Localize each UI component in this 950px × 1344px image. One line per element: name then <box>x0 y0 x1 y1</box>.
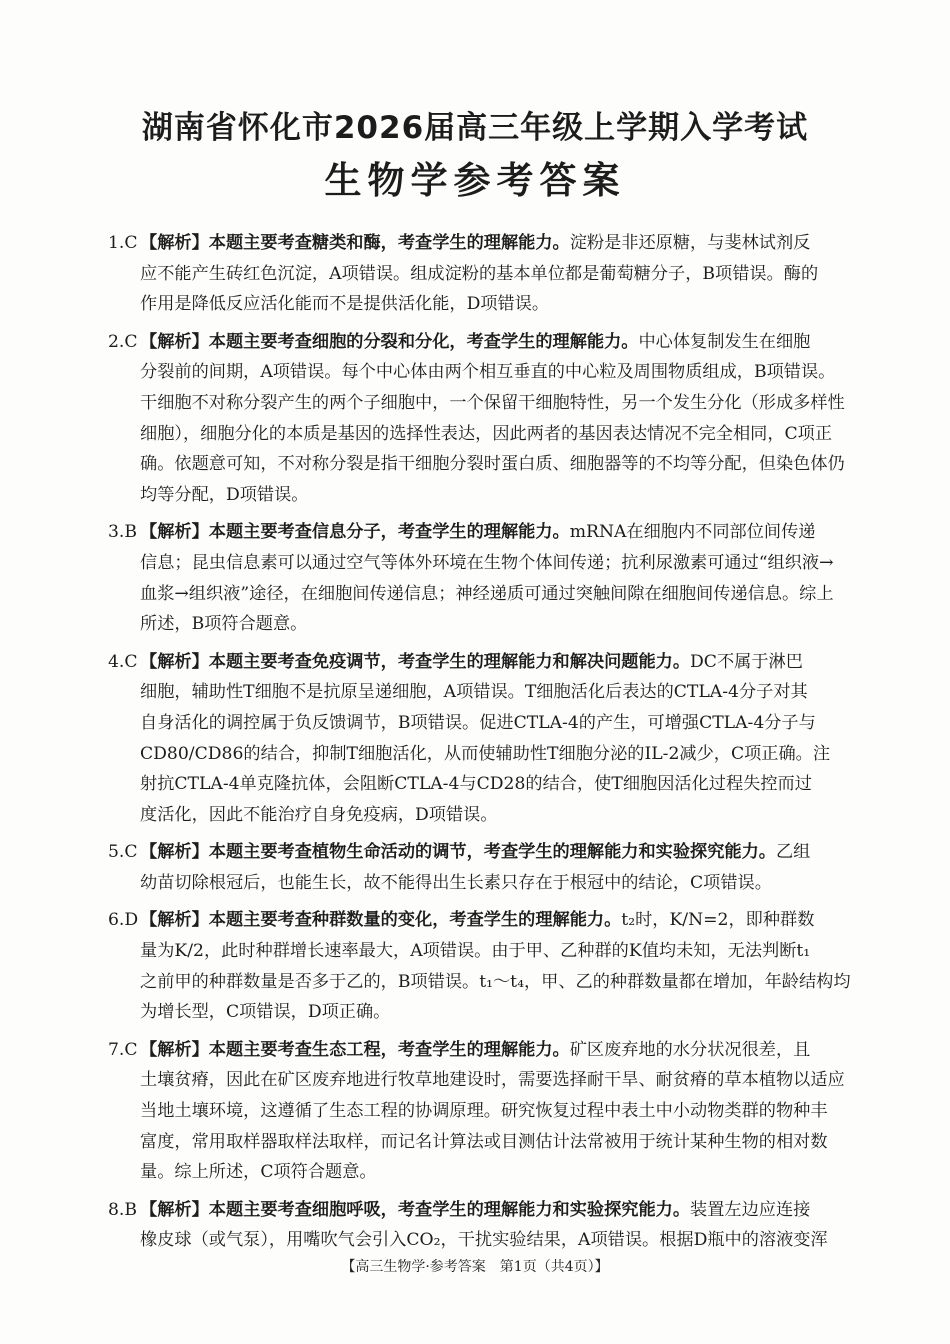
analysis-lead: 本题主要考查免疫调节，考查学生的理解能力和解决问题能力。 <box>208 651 691 672</box>
answer-text: 血浆→组织液”途径，在细胞间传递信息；神经递质可通过突触间隙在细胞间传递信息。综上 <box>140 583 834 604</box>
answer-item <box>108 647 863 831</box>
answer-text: 橡皮球（或气泵），用嘴吹气会引入CO₂，干扰实验结果，A项错误。根据D瓶中的溶液变浑 <box>140 1230 828 1251</box>
answer-text: t₂时，K/N=2，即种群数 <box>621 910 815 931</box>
answer-text: 乙组 <box>775 842 811 863</box>
answer-item <box>108 905 863 1027</box>
answer-text: 应不能产生砖红色沉淀，A项错误。组成淀粉的基本单位都是葡萄糖分子，B项错误。酶的 <box>140 263 819 284</box>
answer-line <box>140 800 863 831</box>
analysis-lead: 本题主要考查种群数量的变化，考查学生的理解能力。 <box>208 910 622 931</box>
answer-list <box>108 228 863 1263</box>
answer-item <box>108 327 863 511</box>
answer-text: CD80/CD86的结合，抑制T细胞活化，从而使辅助性T细胞分泌的IL-2减少，C项正确。注 <box>140 743 831 764</box>
answer-item <box>108 837 863 898</box>
answer-line <box>140 936 863 967</box>
answer-line <box>140 769 863 800</box>
analysis-tag: 【解析】 <box>140 842 209 863</box>
answer-text: 量。综上所述，C项符合题意。 <box>140 1162 377 1183</box>
answer-text: 细胞，辅助性T细胞不是抗原呈递细胞，A项错误。T细胞活化后表达的CTLA-4分子对其 <box>140 682 808 703</box>
answer-line <box>140 1225 863 1256</box>
answer-text: 量为K/2，此时种群增长速率最大，A项错误。由于甲、乙种群的K值均未知，无法判断t₁ <box>140 941 811 962</box>
analysis-tag: 【解析】 <box>140 651 209 672</box>
answer-text: 矿区废弃地的水分状况很差，且 <box>569 1039 811 1060</box>
answer-number: 1.C <box>108 233 138 253</box>
answer-text: 分裂前的间期，A项错误。每个中心体由两个相互垂直的中心粒及周围物质组成，B项错误。 <box>140 362 836 383</box>
answer-line <box>140 708 863 739</box>
answer-text: 中心体复制发生在细胞 <box>638 331 811 352</box>
answer-text: 土壤贫瘠，因此在矿区废弃地进行牧草地建设时，需要选择耐干旱、耐贫瘠的草本植物以适应 <box>140 1070 845 1091</box>
answer-item <box>108 1035 863 1188</box>
answer-text: 之前甲的种群数量是否多于乙的，B项错误。t₁～t₄，甲、乙的种群数量都在增加，年龄结构均 <box>140 971 851 992</box>
answer-line <box>140 449 863 480</box>
answer-line <box>140 1096 863 1127</box>
answer-number: 5.C <box>108 842 138 863</box>
answer-key-subtitle: 生物学参考答案 <box>324 159 626 202</box>
answer-number: 6.D <box>108 910 139 931</box>
answer-text: 淀粉是非还原糖，与斐林试剂反 <box>569 233 811 253</box>
answer-line <box>140 259 863 290</box>
answer-line <box>140 1035 863 1066</box>
analysis-tag: 【解析】 <box>140 233 209 253</box>
answer-line <box>140 228 863 259</box>
answer-text: 度活化，因此不能治疗自身免疫病，D项错误。 <box>140 804 498 825</box>
answer-number: 7.C <box>108 1039 138 1060</box>
answer-number: 3.B <box>108 522 138 543</box>
answer-line <box>140 1195 863 1226</box>
answer-line <box>140 327 863 358</box>
answer-item <box>108 517 863 639</box>
answer-line <box>140 997 863 1028</box>
analysis-lead: 本题主要考查细胞呼吸，考查学生的理解能力和实验探究能力。 <box>208 1199 691 1220</box>
answer-text: 所述，B项符合题意。 <box>140 614 308 635</box>
answer-line <box>140 357 863 388</box>
answer-text: 幼苗切除根冠后，也能生长，故不能得出生长素只存在于根冠中的结论，C项错误。 <box>140 872 772 893</box>
answer-text: 信息；昆虫信息素可以通过空气等体外环境在生物个体间传递；抗利尿激素可通过“组织液→ <box>140 552 834 573</box>
answer-line <box>140 739 863 770</box>
answer-line <box>140 1065 863 1096</box>
answer-line <box>140 1157 863 1188</box>
answer-line <box>140 967 863 998</box>
exam-title: 湖南省怀化市2026届高三年级上学期入学考试 <box>141 110 809 146</box>
answer-item <box>108 228 863 320</box>
answer-line <box>140 419 863 450</box>
answer-text: 当地土壤环境，这遵循了生态工程的协调原理。研究恢复过程中表土中小动物类群的物种丰 <box>140 1101 828 1122</box>
analysis-tag: 【解析】 <box>140 1199 209 1220</box>
answer-item <box>108 1195 863 1256</box>
answer-text: 富度，常用取样器取样法取样，而记名计算法或目测估计法常被用于统计某种生物的相对数 <box>140 1131 828 1152</box>
answer-text: 均等分配，D项错误。 <box>140 484 309 505</box>
answer-line <box>140 609 863 640</box>
answer-text: mRNA在细胞内不同部位间传递 <box>569 522 816 543</box>
analysis-tag: 【解析】 <box>140 331 209 352</box>
page-footer: 【高三生物学·参考答案 第1页（共4页）】 <box>341 1259 609 1275</box>
answer-number: 2.C <box>108 331 138 352</box>
answer-text: 为增长型，C项错误，D项正确。 <box>140 1002 391 1023</box>
answer-line <box>140 677 863 708</box>
answer-number: 8.B <box>108 1199 138 1220</box>
answer-text: 自身活化的调控属于负反馈调节，B项错误。促进CTLA-4的产生，可增强CTLA-4分子与 <box>140 712 816 733</box>
answer-line <box>140 905 863 936</box>
answer-line <box>140 647 863 678</box>
analysis-tag: 【解析】 <box>140 1039 209 1060</box>
answer-text: 作用是降低反应活化能而不是提供活化能，D项错误。 <box>140 294 550 315</box>
analysis-lead: 本题主要考查生态工程，考查学生的理解能力。 <box>208 1039 570 1060</box>
answer-line <box>140 868 863 899</box>
analysis-tag: 【解析】 <box>140 910 209 931</box>
analysis-lead: 本题主要考查植物生命活动的调节，考查学生的理解能力和实验探究能力。 <box>208 842 776 863</box>
answer-text: 射抗CTLA-4单克隆抗体，会阻断CTLA-4与CD28的结合，使T细胞因活化过程失控而过 <box>140 774 812 795</box>
answer-line <box>140 548 863 579</box>
analysis-lead: 本题主要考查细胞的分裂和分化，考查学生的理解能力。 <box>208 331 639 352</box>
answer-line <box>140 480 863 511</box>
answer-line <box>140 517 863 548</box>
answer-line <box>140 289 863 320</box>
answer-text: 装置左边应连接 <box>690 1199 811 1220</box>
answer-text: DC不属于淋巴 <box>690 651 803 672</box>
analysis-tag: 【解析】 <box>140 522 209 543</box>
answer-line <box>140 837 863 868</box>
answer-text: 确。依题意可知，不对称分裂是指干细胞分裂时蛋白质、细胞器等的不均等分配，但染色体仍 <box>140 454 845 475</box>
answer-text: 细胞），细胞分化的本质是基因的选择性表达，因此两者的基因表达情况不完全相同，C项正 <box>140 423 833 444</box>
answer-line <box>140 1127 863 1158</box>
analysis-lead: 本题主要考查信息分子，考查学生的理解能力。 <box>208 522 570 543</box>
analysis-lead: 本题主要考查糖类和酶，考查学生的理解能力。 <box>208 233 570 253</box>
answer-line <box>140 388 863 419</box>
answer-text: 干细胞不对称分裂产生的两个子细胞中，一个保留干细胞特性，另一个发生分化（形成多样性 <box>140 392 845 413</box>
answer-line <box>140 579 863 610</box>
answer-number: 4.C <box>108 651 138 672</box>
